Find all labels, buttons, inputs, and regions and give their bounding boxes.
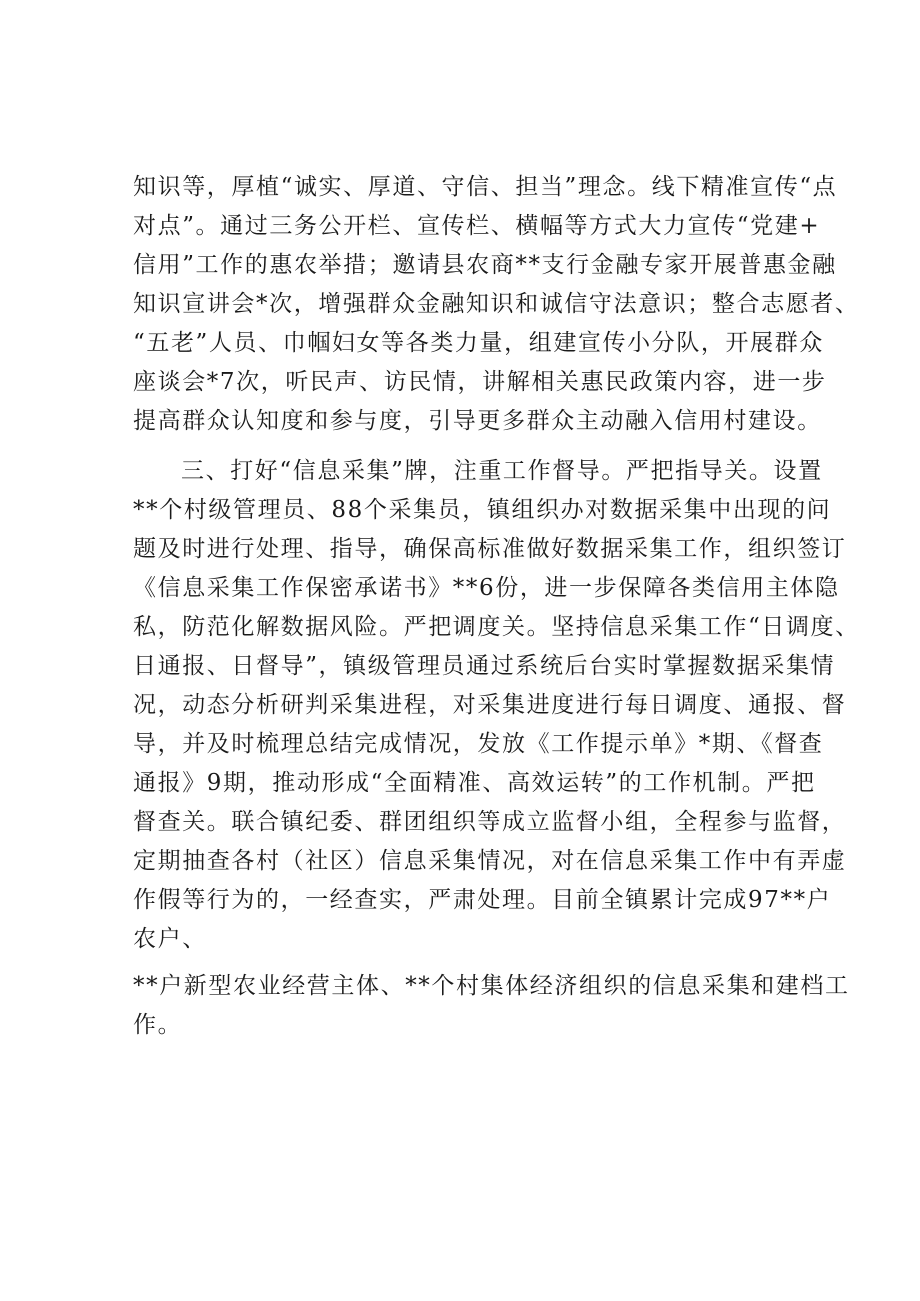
text-line: 定期抽查各村（社区）信息采集情况，对在信息采集工作中有弄虚 [133, 848, 847, 874]
text-line: 督查关。联合镇纪委、群团组织等成立监督小组，全程参与监督， [133, 809, 847, 835]
text-line: 日通报、日督导”，镇级管理员通过系统后台实时掌握数据采集情 [133, 653, 836, 679]
text-line: **户新型农业经营主体、**个村集体经济组织的信息采集和建档工 [133, 973, 850, 999]
text-line: 提高群众认知度和参与度，引导更多群众主动融入信用村建设。 [133, 408, 822, 434]
text-line: 私，防范化解数据风险。严把调度关。坚持信息采集工作“日调度、 [133, 614, 860, 640]
paragraph-heading-line: 三、打好“信息采集”牌，注重工作督导。严把指导关。设置 [181, 458, 823, 484]
text-line: **个村级管理员、88个采集员，镇组织办对数据采集中出现的问 [133, 497, 832, 523]
text-line: 知识宣讲会*次，增强群众金融知识和诚信守法意识；整合志愿者、 [133, 291, 860, 317]
text-line: 《信息采集工作保密承诺书》**6份，进一步保障各类信用主体隐 [133, 575, 840, 601]
text-line: 作。 [133, 1012, 183, 1038]
text-line: 知识等，厚植“诚实、厚道、守信、担当”理念。线下精准宣传“点 [133, 174, 838, 200]
text-line: “五老”人员、巾帼妇女等各类力量，组建宣传小分队，开展群众 [133, 330, 824, 356]
text-line: 通报》9期，推动形成“全面精准、高效运转”的工作机制。严把 [133, 770, 816, 796]
text-line: 信用”工作的惠农举措；邀请县农商**支行金融专家开展普惠金融 [133, 252, 837, 278]
text-line: 导，并及时梳理总结完成情况，发放《工作提示单》*期、《督查 [133, 731, 824, 757]
text-line: 对点”。通过三务公开栏、宣传栏、横幅等方式大力宣传“党建+ [133, 213, 821, 239]
text-line: 作假等行为的，一经查实，严肃处理。目前全镇累计完成97**户 [133, 887, 832, 913]
text-line: 题及时进行处理、指导，确保高标准做好数据采集工作，组织签订 [133, 536, 847, 562]
text-line: 座谈会*7次，听民声、访民情，讲解相关惠民政策内容，进一步 [133, 369, 827, 395]
text-line: 况，动态分析研判采集进程，对采集进度进行每日调度、通报、督 [133, 692, 847, 718]
text-line: 农户、 [133, 926, 207, 952]
